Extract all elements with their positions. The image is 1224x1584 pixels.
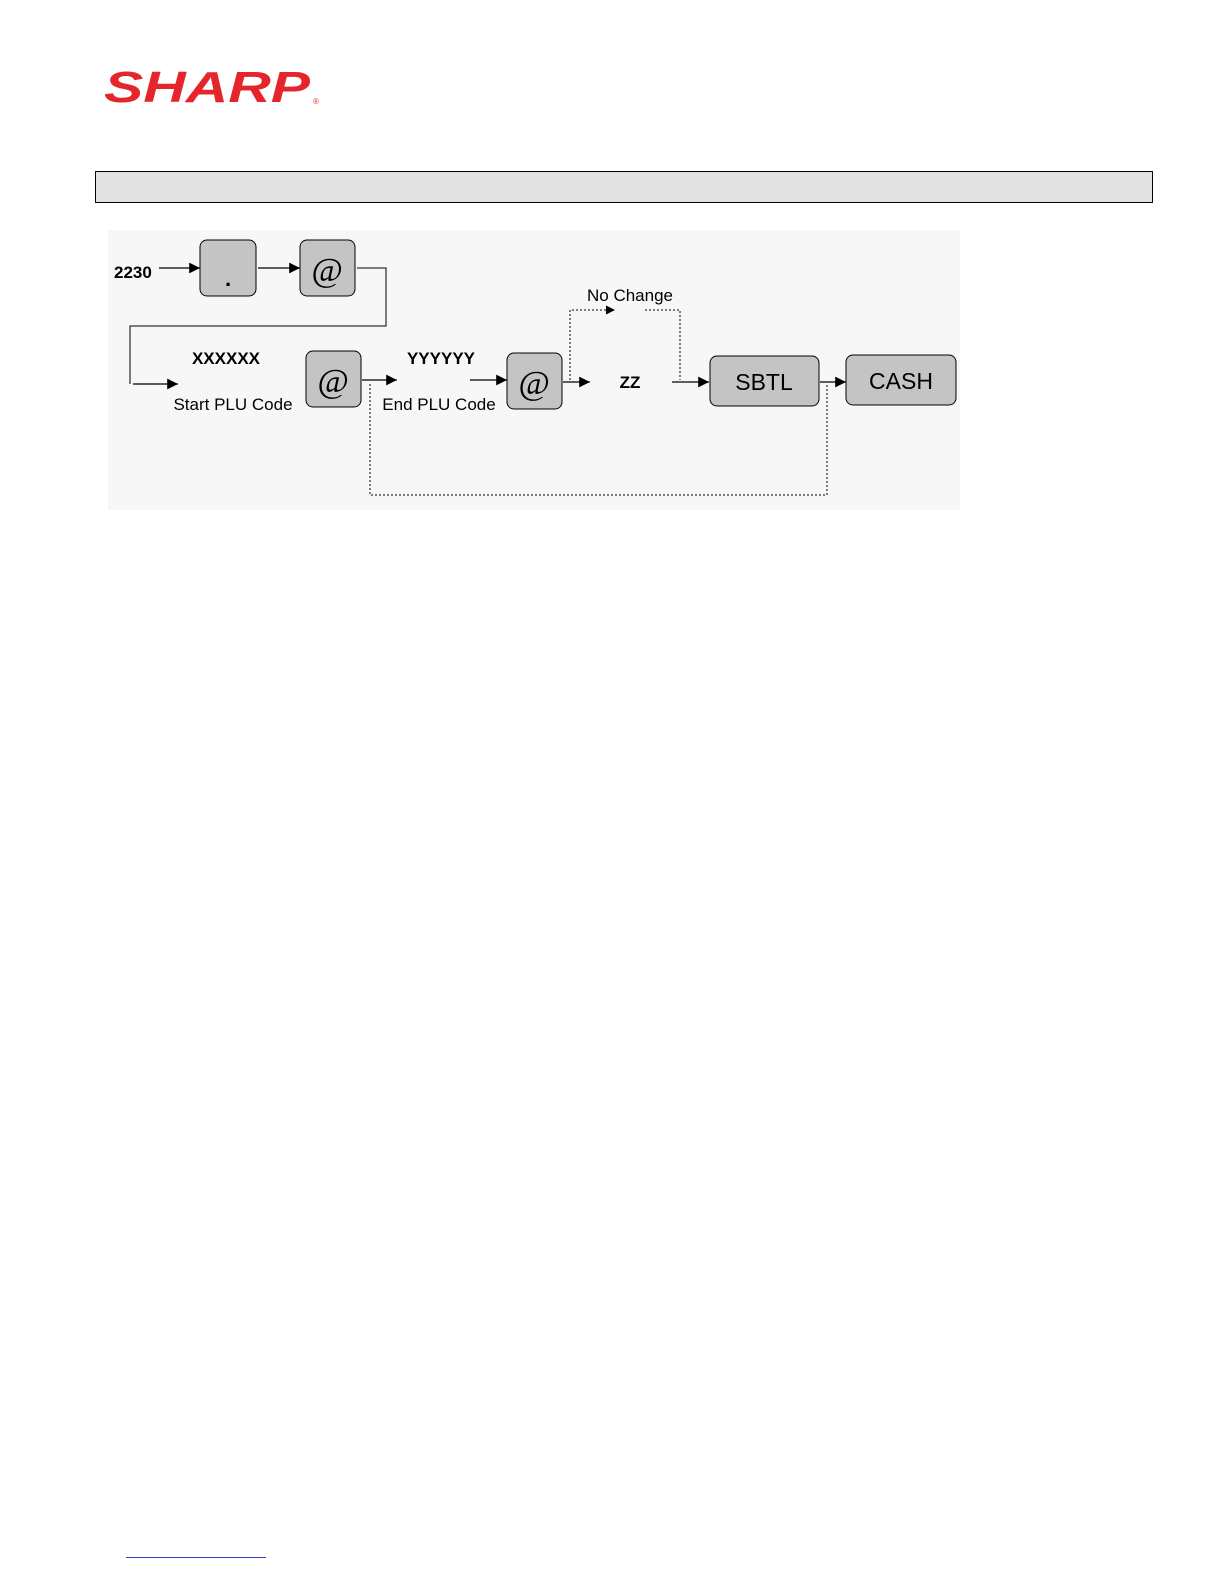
at-key-3-label: @ — [518, 365, 550, 402]
sharp-logo — [104, 66, 322, 108]
at-key-2[interactable] — [306, 351, 361, 407]
at-key-3[interactable] — [507, 353, 562, 409]
plu-range-flow-diagram — [108, 230, 960, 510]
start-value: XXXXXX — [191, 349, 261, 368]
at-key-1-label: @ — [311, 252, 343, 289]
end-plu-code-label: End PLU Code — [382, 395, 496, 414]
sbtl-key-label: SBTL — [735, 369, 793, 395]
dot-key[interactable] — [200, 240, 256, 296]
code-2230: 2230 — [114, 263, 152, 282]
cash-key[interactable] — [846, 355, 956, 405]
dot-key-label: . — [224, 266, 232, 291]
section-title-bar — [95, 171, 1153, 203]
at-key-2-label: @ — [317, 363, 349, 400]
end-value: YYYYYY — [406, 349, 476, 368]
sbtl-key[interactable] — [710, 356, 819, 406]
registered-mark: ® — [313, 97, 319, 106]
cash-key-label: CASH — [869, 368, 933, 394]
zz-value: ZZ — [619, 373, 641, 392]
footer-link-underline — [126, 1557, 266, 1558]
no-change-label: No Change — [586, 286, 674, 305]
sharp-logo-text: SHARP — [104, 66, 311, 108]
at-key-1[interactable] — [300, 240, 355, 296]
start-plu-code-label: Start PLU Code — [173, 395, 293, 414]
